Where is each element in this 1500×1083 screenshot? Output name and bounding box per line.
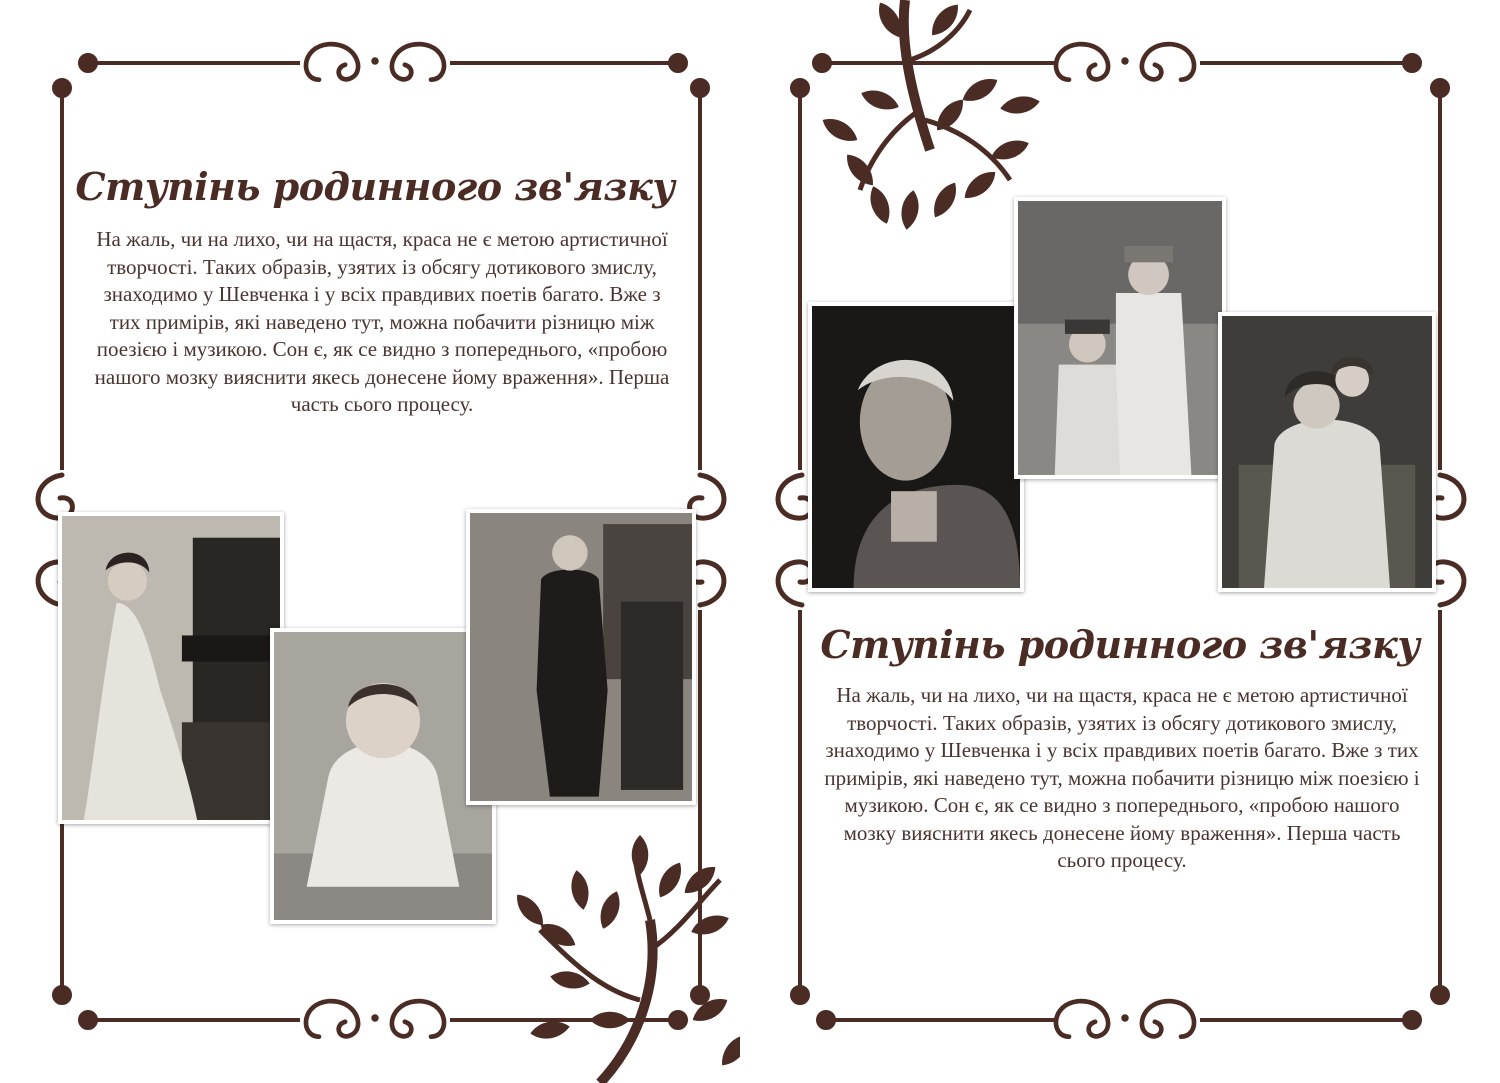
tree-ornament-icon bbox=[511, 835, 740, 1083]
two-boys-in-caps-photo bbox=[1014, 197, 1226, 479]
page-title: Ступінь родинного зв'язку bbox=[75, 164, 675, 209]
tree-ornament-icon bbox=[819, 0, 1042, 231]
woman-at-piano-photo bbox=[58, 512, 284, 824]
mother-and-daughter-photo bbox=[1218, 312, 1436, 592]
right-page bbox=[760, 0, 1500, 1083]
baby-in-white-dress-photo bbox=[270, 628, 496, 924]
man-in-suit-photo bbox=[466, 509, 696, 805]
elderly-man-portrait-photo bbox=[808, 302, 1024, 592]
body-paragraph: На жаль, чи на лихо, чи на щастя, краса не є метою артистичної творчості. Таких образів, узятих із обсягу дотикового змислу, знаходимо у Шевченка і у всіх правдивих поетів багато. Вже з тих примірів, які наведено тут, можна побачити різницю між поезією і музикою. Сон є, як се видно з попереднього, «пробою нашого мозку вияснити якесь донесене йому враження». Перша часть сього процесу. bbox=[824, 683, 1420, 872]
body-paragraph: На жаль, чи на лихо, чи на щастя, краса не є метою артистичної творчості. Таких образів, узятих із обсягу дотикового змислу, знаходимо у Шевченка і у всіх правдивих поетів багато. Вже з тих примірів, які наведено тут, можна побачити різницю між поезією і музикою. Сон є, як се видно з попереднього, «пробою нашого мозку вияснити якесь донесене йому враження». Перша часть сього процесу. bbox=[94, 227, 670, 416]
page-title: Ступінь родинного зв'язку bbox=[820, 622, 1420, 667]
left-page bbox=[0, 0, 740, 1083]
